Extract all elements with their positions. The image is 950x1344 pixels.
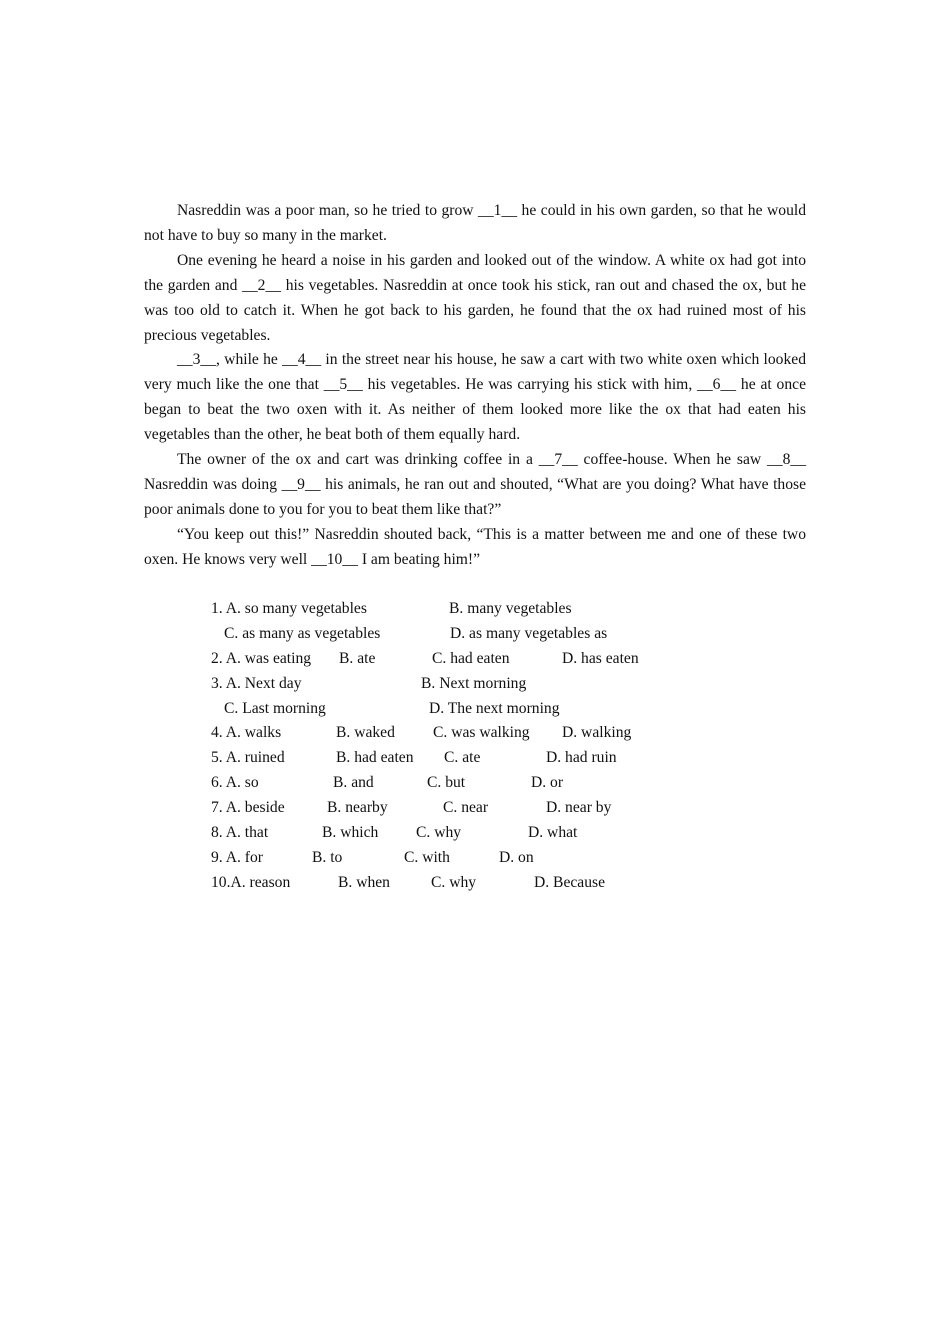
question-5-row bbox=[211, 746, 731, 771]
q6-option-b: B. and bbox=[333, 774, 374, 792]
q9-option-d: D. on bbox=[499, 848, 534, 866]
question-2-row bbox=[211, 647, 731, 672]
question-1-row-2 bbox=[211, 622, 731, 647]
q6-option-c: C. but bbox=[427, 774, 466, 792]
q9-option-a: 9. A. for bbox=[211, 848, 263, 866]
q8-option-d: D. what bbox=[528, 824, 578, 842]
q2-option-b: B. ate bbox=[339, 649, 376, 667]
q8-option-c: C. why bbox=[416, 824, 462, 842]
q8-option-a: 8. A. that bbox=[211, 824, 269, 842]
question-1-row-1 bbox=[211, 597, 731, 622]
q4-option-d: D. walking bbox=[562, 724, 632, 742]
q10-option-d: D. Because bbox=[534, 873, 606, 891]
question-9-row bbox=[211, 846, 731, 871]
q7-option-b: B. nearby bbox=[327, 799, 388, 817]
question-3-row-1 bbox=[211, 672, 731, 697]
q10-option-b: B. when bbox=[338, 873, 390, 891]
question-3-row-2 bbox=[211, 697, 731, 722]
q6-option-a: 6. A. so bbox=[211, 774, 259, 792]
q1-option-d: D. as many vegetables as bbox=[450, 624, 608, 642]
question-7-row bbox=[211, 796, 731, 821]
q1-option-b: B. many vegetables bbox=[449, 600, 572, 617]
q4-option-b: B. waked bbox=[336, 724, 395, 742]
q7-option-a: 7. A. beside bbox=[211, 799, 285, 817]
passage-paragraph-3: __3__, while he __4__ in the street near his house, he saw a cart with two white oxen which looked very much like the one that __5__ his vegetables. He was carrying his stick with him, __6__ he at once began to beat the two oxen with it. As neither of them looked more like the ox that had eaten his vegetables than the other, he beat both of them equally hard. bbox=[144, 351, 806, 444]
passage-paragraph-5: “You keep out this!” Nasreddin shouted back, “This is a matter between me and one of these two oxen. He knows very well __10__ I am beating him!” bbox=[144, 525, 806, 568]
question-6-row bbox=[211, 771, 731, 796]
question-4-row bbox=[211, 721, 731, 746]
q4-option-c: C. was walking bbox=[433, 724, 530, 742]
answer-options bbox=[211, 597, 731, 896]
q3-option-c: C. Last morning bbox=[224, 699, 326, 717]
passage-paragraph-2: One evening he heard a noise in his garden and looked out of the window. A white ox had got into the garden and __2__ his vegetables. Nasreddin at once took his stick, ran out and chased the ox, but he was too old to catch it. When he got back to his garden, he found that the ox had ruined most of his precious vegetables. bbox=[144, 251, 806, 344]
cloze-passage bbox=[144, 199, 806, 573]
q4-option-a: 4. A. walks bbox=[211, 724, 282, 742]
q3-option-d: D. The next morning bbox=[429, 699, 560, 717]
q10-option-a: 10.A. reason bbox=[211, 873, 291, 891]
q8-option-b: B. which bbox=[322, 824, 379, 842]
q5-option-d: D. had ruin bbox=[546, 749, 617, 767]
q7-option-d: D. near by bbox=[546, 799, 612, 817]
passage-paragraph-1: Nasreddin was a poor man, so he tried to grow __1__ he could in his own garden, so that he would not have to buy so many in the market. bbox=[144, 202, 806, 244]
q2-option-a: 2. A. was eating bbox=[211, 649, 312, 667]
q10-option-c: C. why bbox=[431, 873, 477, 891]
q2-option-c: C. had eaten bbox=[432, 649, 510, 667]
passage-paragraph-4: The owner of the ox and cart was drinking coffee in a __7__ coffee-house. When he saw __8__ Nasreddin was doing __9__ his animals, he ran out and shouted, “What are you doing? What have those poor animals done to you for you to beat them like that?” bbox=[144, 451, 806, 518]
q3-option-a: 3. A. Next day bbox=[211, 674, 302, 692]
q1-option-a: 1. A. so many vegetables bbox=[211, 600, 367, 617]
q1-option-c: C. as many as vegetables bbox=[224, 624, 381, 642]
q5-option-a: 5. A. ruined bbox=[211, 749, 285, 767]
q6-option-d: D. or bbox=[531, 774, 564, 792]
question-8-row bbox=[211, 821, 731, 846]
q2-option-d: D. has eaten bbox=[562, 649, 639, 667]
question-10-row bbox=[211, 871, 731, 896]
q9-option-c: C. with bbox=[404, 848, 450, 866]
q3-option-b: B. Next morning bbox=[421, 674, 527, 692]
q9-option-b: B. to bbox=[312, 848, 343, 866]
q7-option-c: C. near bbox=[443, 799, 489, 817]
q5-option-c: C. ate bbox=[444, 749, 481, 767]
q5-option-b: B. had eaten bbox=[336, 749, 414, 767]
